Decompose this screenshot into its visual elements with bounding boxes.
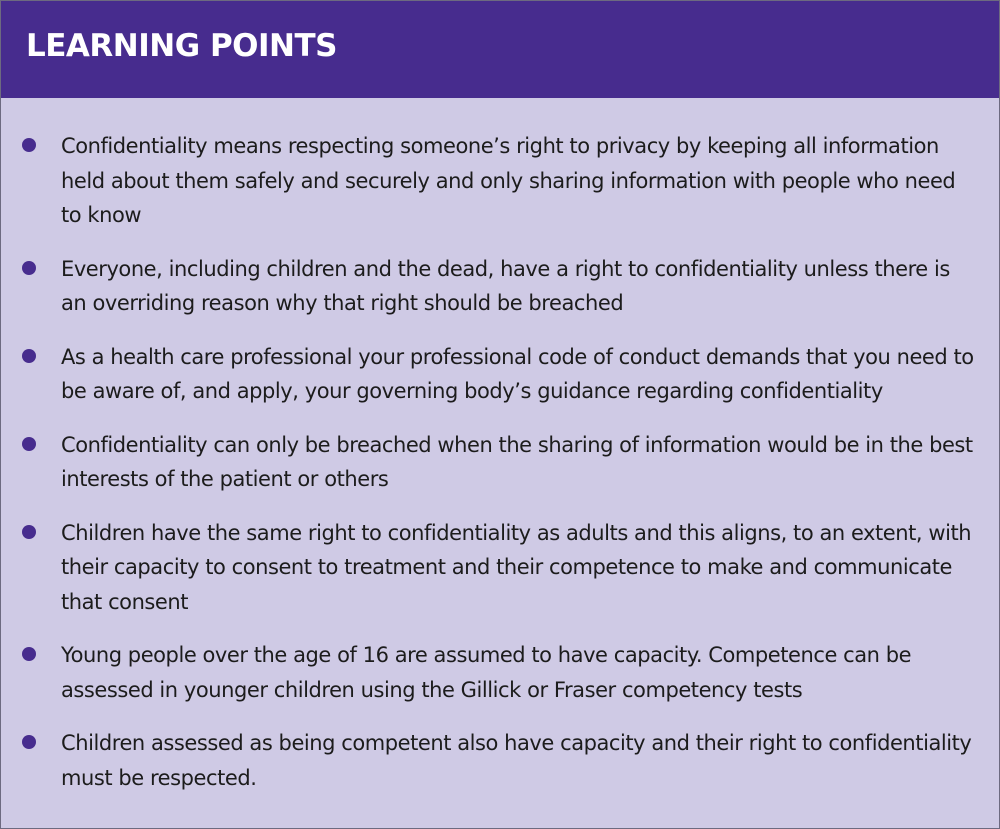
bullet-icon [22, 261, 36, 275]
panel-header [1, 1, 999, 98]
bullet-icon [22, 437, 36, 451]
list-item [61, 516, 981, 620]
list-item-text: Children have the same right to confidentiality as adults and this aligns, to an extent, with their capacity to consent to treatment and their competence to make and communicate that consent [61, 520, 972, 614]
list-item [61, 340, 981, 409]
bullet-icon [22, 349, 36, 363]
list-item-text: Everyone, including children and the dead, have a right to confidentiality unless there is an overriding reason why that right should be breached [61, 256, 950, 315]
list-item-text: Confidentiality means respecting someone’s right to privacy by keeping all information held about them safely and securely and only sharing information with people who need to know [61, 134, 956, 227]
list-item [61, 638, 981, 707]
list-item-text: Young people over the age of 16 are assumed to have capacity. Competence can be assessed in younger children using the Gillick or Fraser competency tests [61, 643, 912, 702]
bullet-icon [22, 138, 36, 152]
list-item-text: Confidentiality can only be breached when the sharing of information would be in the best interests of the patient or others [61, 432, 973, 491]
list-item [61, 428, 981, 497]
panel-title: LEARNING POINTS [26, 28, 337, 64]
learning-points-list [1, 98, 999, 795]
bullet-icon [22, 525, 36, 539]
list-item [61, 252, 981, 321]
list-item [61, 129, 981, 233]
list-item [61, 726, 981, 795]
bullet-icon [22, 735, 36, 749]
bullet-icon [22, 647, 36, 661]
list-item-text: Children assessed as being competent also have capacity and their right to confidentiality must be respected. [61, 731, 972, 790]
list-item-text: As a health care professional your professional code of conduct demands that you need to be aware of, and apply, your governing body’s guidance regarding confidentiality [61, 344, 974, 403]
